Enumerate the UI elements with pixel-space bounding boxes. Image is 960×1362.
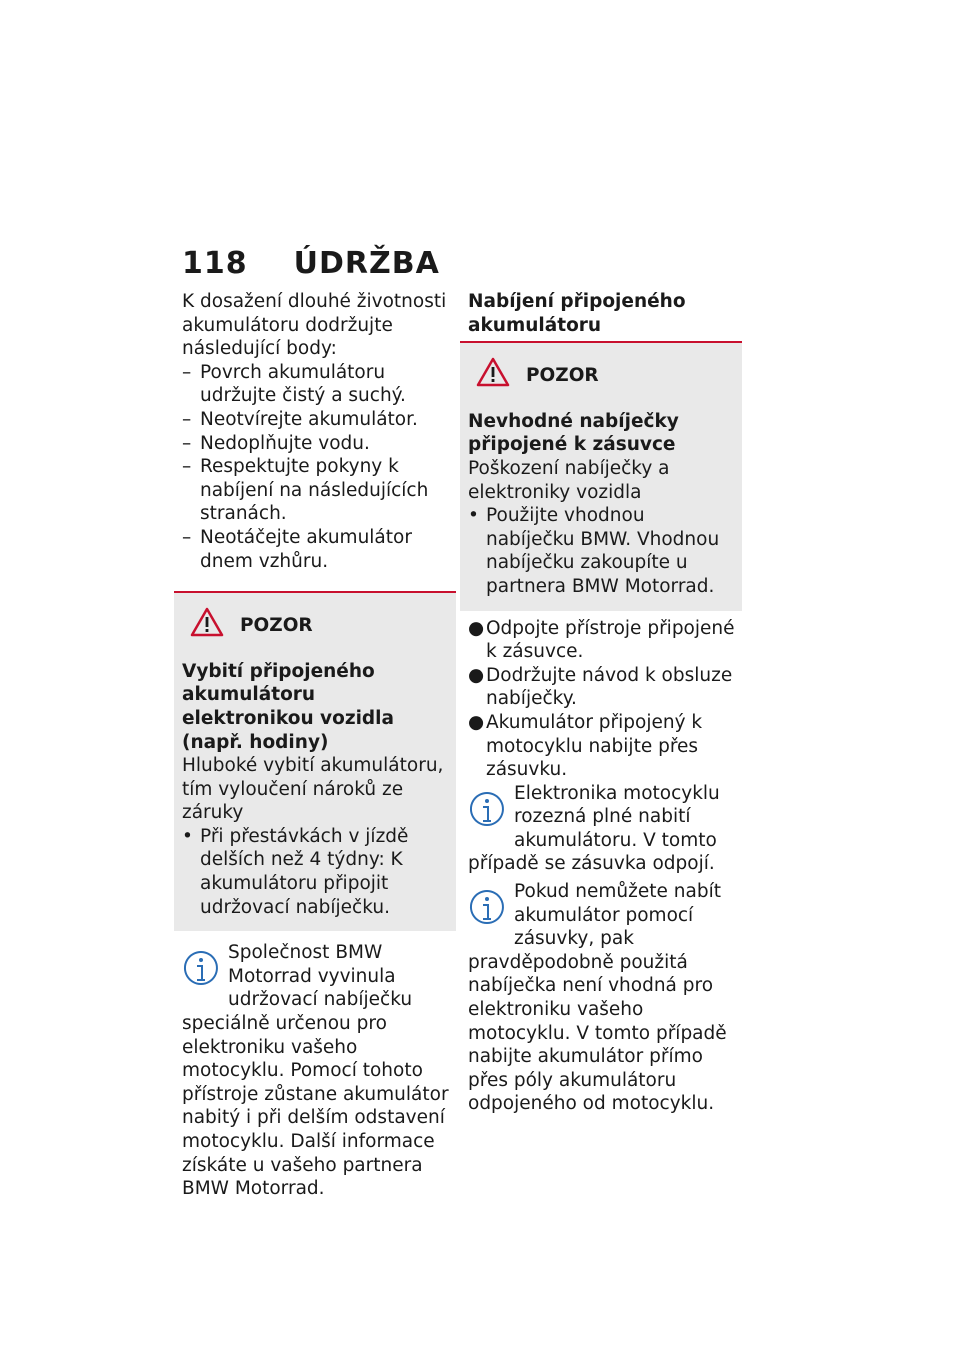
warning-heading: Vybití připojeného akumulátoru elektronikou vozidla (např. hodiny) [182, 660, 395, 753]
info-note: Společnost BMW Motorrad vyvinula udržovací nabíječku speciálně určenou pro elektroniku vašeho motocyklu. Pomocí tohoto přístroje zůstane akumulátor nabitý i při delším odstavení motocyklu. Další informace získáte u vašeho partnera BMW Motorrad. [182, 942, 449, 1200]
info-note: Elektronika motocyklu rozezná plné nabití akumulátoru. V tomto případě se zásuvka odpojí. [468, 782, 720, 875]
list-item: – Neotáčejte akumulátor dnem vzhůru. [182, 526, 412, 572]
warning-text: Hluboké vybití akumulátoru, tím vyloučení nároků ze záruky [182, 755, 444, 824]
chapter-title: ÚDRŽBA [293, 246, 440, 281]
info-icon [468, 888, 508, 934]
warning-triangle-icon [476, 357, 510, 394]
list-item: – Povrch akumulátoru udržujte čistý a suchý. [182, 361, 406, 407]
info-icon [468, 790, 508, 836]
list-item: ● Akumulátor připojený k motocyklu nabijte přes zásuvku. [468, 711, 703, 781]
info-icon [182, 949, 222, 995]
list-item: – Respektujte pokyny k nabíjení na následujících stranách. [182, 456, 429, 525]
page-header [182, 246, 440, 281]
list-item: • Použijte vhodnou nabíječku BMW. Vhodnou nabíječku zakoupíte u partnera BMW Motorrad. [468, 505, 720, 597]
right-column [468, 290, 736, 1116]
steps-list [468, 617, 736, 782]
list-item: ● Odpojte přístroje připojené k zásuvce. [468, 617, 735, 663]
page-number: 118 [182, 246, 248, 281]
list-item: • Při přestávkách v jízdě delších než 4 týdny: K akumulátoru připojit udržovací nabíječku. [182, 825, 409, 918]
intro-text: K dosažení dlouhé životnosti akumulátoru dodržujte následující body: [182, 291, 447, 360]
info-note: Pokud nemůžete nabít akumulátor pomocí zásuvky, pak pravděpodobně použitá nabíječka není vhodná pro elektroniku vašeho motocyklu. V tomto případě nabijte akumulátor přímo přes póly akumulátoru odpojeného od motocyklu. [468, 881, 727, 1115]
left-column [182, 290, 450, 1201]
warning-box [174, 591, 456, 931]
warning-text: Poškození nabíječky a elektroniky vozidla [468, 457, 670, 503]
dash-list [182, 361, 450, 573]
section-title: Nabíjení připojeného akumulátoru [468, 291, 686, 336]
warning-label: POZOR [526, 364, 599, 386]
warning-label: POZOR [240, 614, 313, 636]
warning-heading: Nevhodné nabíječky připojené k zásuvce [468, 410, 679, 456]
list-item: ● Dodržujte návod k obsluze nabíječky. [468, 664, 733, 710]
list-item: – Nedoplňujte vodu. [182, 432, 370, 454]
warning-triangle-icon [190, 607, 224, 644]
list-item: – Neotvírejte akumulátor. [182, 408, 418, 430]
warning-box [460, 341, 742, 610]
